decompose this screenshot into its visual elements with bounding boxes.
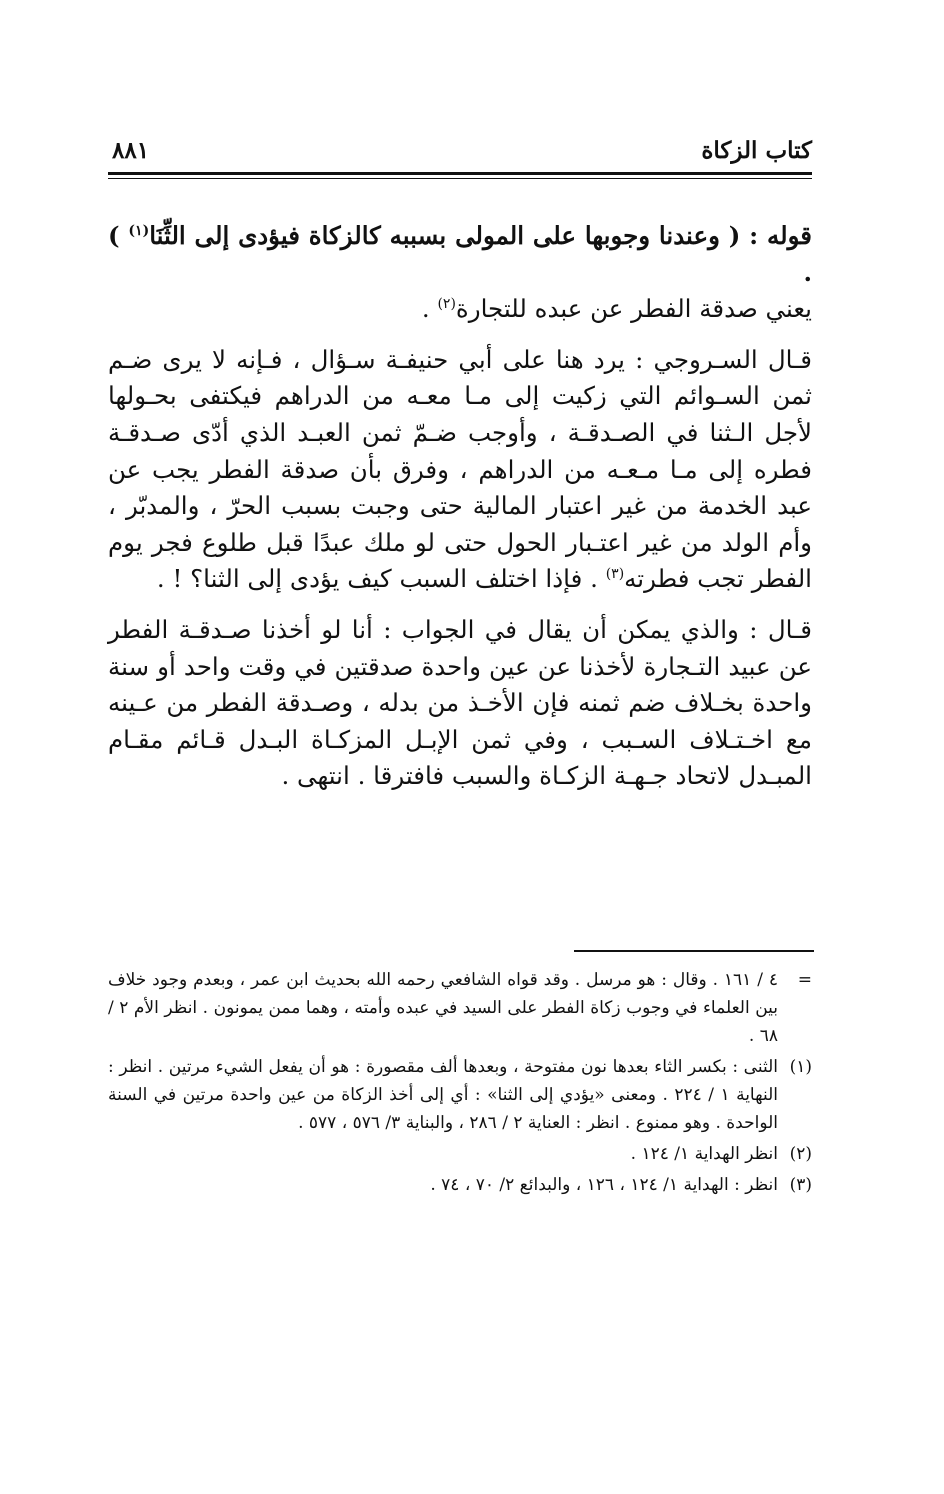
quote-text: قوله : ( وعندنا وجوبها على المولى بسببه كالزكاة فيؤدى إلى الثِّنَا bbox=[149, 221, 812, 250]
footnote-2 bbox=[108, 1140, 812, 1168]
main-text bbox=[108, 218, 812, 795]
explanation-end: . bbox=[421, 294, 438, 324]
footnote-text: ٤ / ١٦١ . وقال : هو مرسل . وقد قواه الشافعي رحمه الله بحديث ابن عمر ، وبعدم وجود خلاف بين العلماء في وجوب زكاة الفطر على السيد في عبده وأمته ، وهما ممن يمونون . انظر الأم ٢ / ٦٨ . bbox=[108, 970, 778, 1046]
footnote-text: انظر الهداية ١/ ١٢٤ . bbox=[630, 1144, 778, 1164]
quote-close: ) . bbox=[108, 221, 812, 287]
footnote-text: الثنى : بكسر الثاء بعدها نون مفتوحة ، وبعدها ألف مقصورة : هو أن يفعل الشيء مرتين . انظر : النهاية ١ / ٢٢٤ . ومعنى «يؤدي إلى الثنا» : أي إلى أخذ الزكاة من عين واحدة مرتين في السنة الواحدة . وهو ممنوع . انظر : العناية ٢ / ٢٨٦ ، والبناية ٣/ ٥٧٦ ، ٥٧٧ . bbox=[108, 1057, 778, 1133]
footnote-ref-3[interactable]: (٣) bbox=[605, 566, 625, 583]
footnote-text: انظر : الهداية ١/ ١٢٤ ، ١٢٦ ، والبدائع ٢/ ٧٠ ، ٧٤ . bbox=[430, 1175, 778, 1195]
footnote-separator bbox=[574, 950, 814, 952]
footnote-mark: (٢) bbox=[789, 1144, 812, 1164]
footnote-mark: (١) bbox=[789, 1057, 812, 1077]
header-rule-thick bbox=[108, 172, 812, 175]
footnote-3 bbox=[108, 1171, 812, 1199]
paragraph-saruji bbox=[108, 342, 812, 598]
footnote-mark: = bbox=[797, 970, 812, 990]
header-rule-thin bbox=[108, 178, 812, 179]
footnote-ref-2[interactable]: (٢) bbox=[437, 296, 456, 313]
footnote-1 bbox=[108, 1053, 812, 1137]
quoted-statement bbox=[108, 221, 812, 287]
footnote-continued bbox=[108, 966, 812, 1050]
page-number: ٨٨١ bbox=[112, 137, 150, 164]
footnote-mark: (٣) bbox=[789, 1175, 812, 1195]
quote-explanation: يعني صدقة الفطر عن عبده للتجارة bbox=[455, 294, 812, 324]
chapter-title: كتاب الزكاة bbox=[701, 137, 812, 164]
saruji-text: قـال السـروجي : يرد هنا على أبي حنيفـة سـؤال ، فـإنه لا يرى ضـم ثمن السـوائم التي زكيت إلى مـا معـه من الدراهم فيكتفى بحـولها لأجل الـثنا في الصـدقـة ، وأوجب ضـمّ ثمن العبـد الذي أدّى صـدقـة فطره إلى مـا مـعـه من الدراهم ، وفرق بأن صدقة الفطر يجب عن عبد الخدمة من غير اعتبار المالية حتى وجبت بسبب الحرّ ، والمدبّر ، وأم الولد من غير اعتـبار الحول حتى لو ملك عبدًا قبل طلوع فجر يوم الفطر تجب فطرته bbox=[108, 344, 812, 594]
paragraph-answer: قـال : والذي يمكن أن يقال في الجواب : أنا لو أخذنا صـدقـة الفطر عن عبيد التـجارة لأخذنا عن عين واحدة صدقتين في وقت واحد أو سنة واحدة بخـلاف ضم ثمنه فإن الأخـذ من بدله ، وصـدقة الفطر من عـينه مع اخـتـلاف السـبب ، وفي ثمن الإبـل المزكـاة البـدل قـائم مقـام المبـدل لاتحاد جـهـة الزكـاة والسبب فافترقا . انتهى . bbox=[108, 614, 812, 791]
footnotes bbox=[108, 966, 812, 1202]
footnote-ref-1[interactable]: (١) bbox=[128, 222, 150, 239]
paragraph-quote bbox=[108, 218, 812, 328]
saruji-text-end: . فإذا اختلف السبب كيف يؤدى إلى الثنا؟ ! . bbox=[156, 564, 606, 594]
running-header bbox=[108, 136, 812, 170]
